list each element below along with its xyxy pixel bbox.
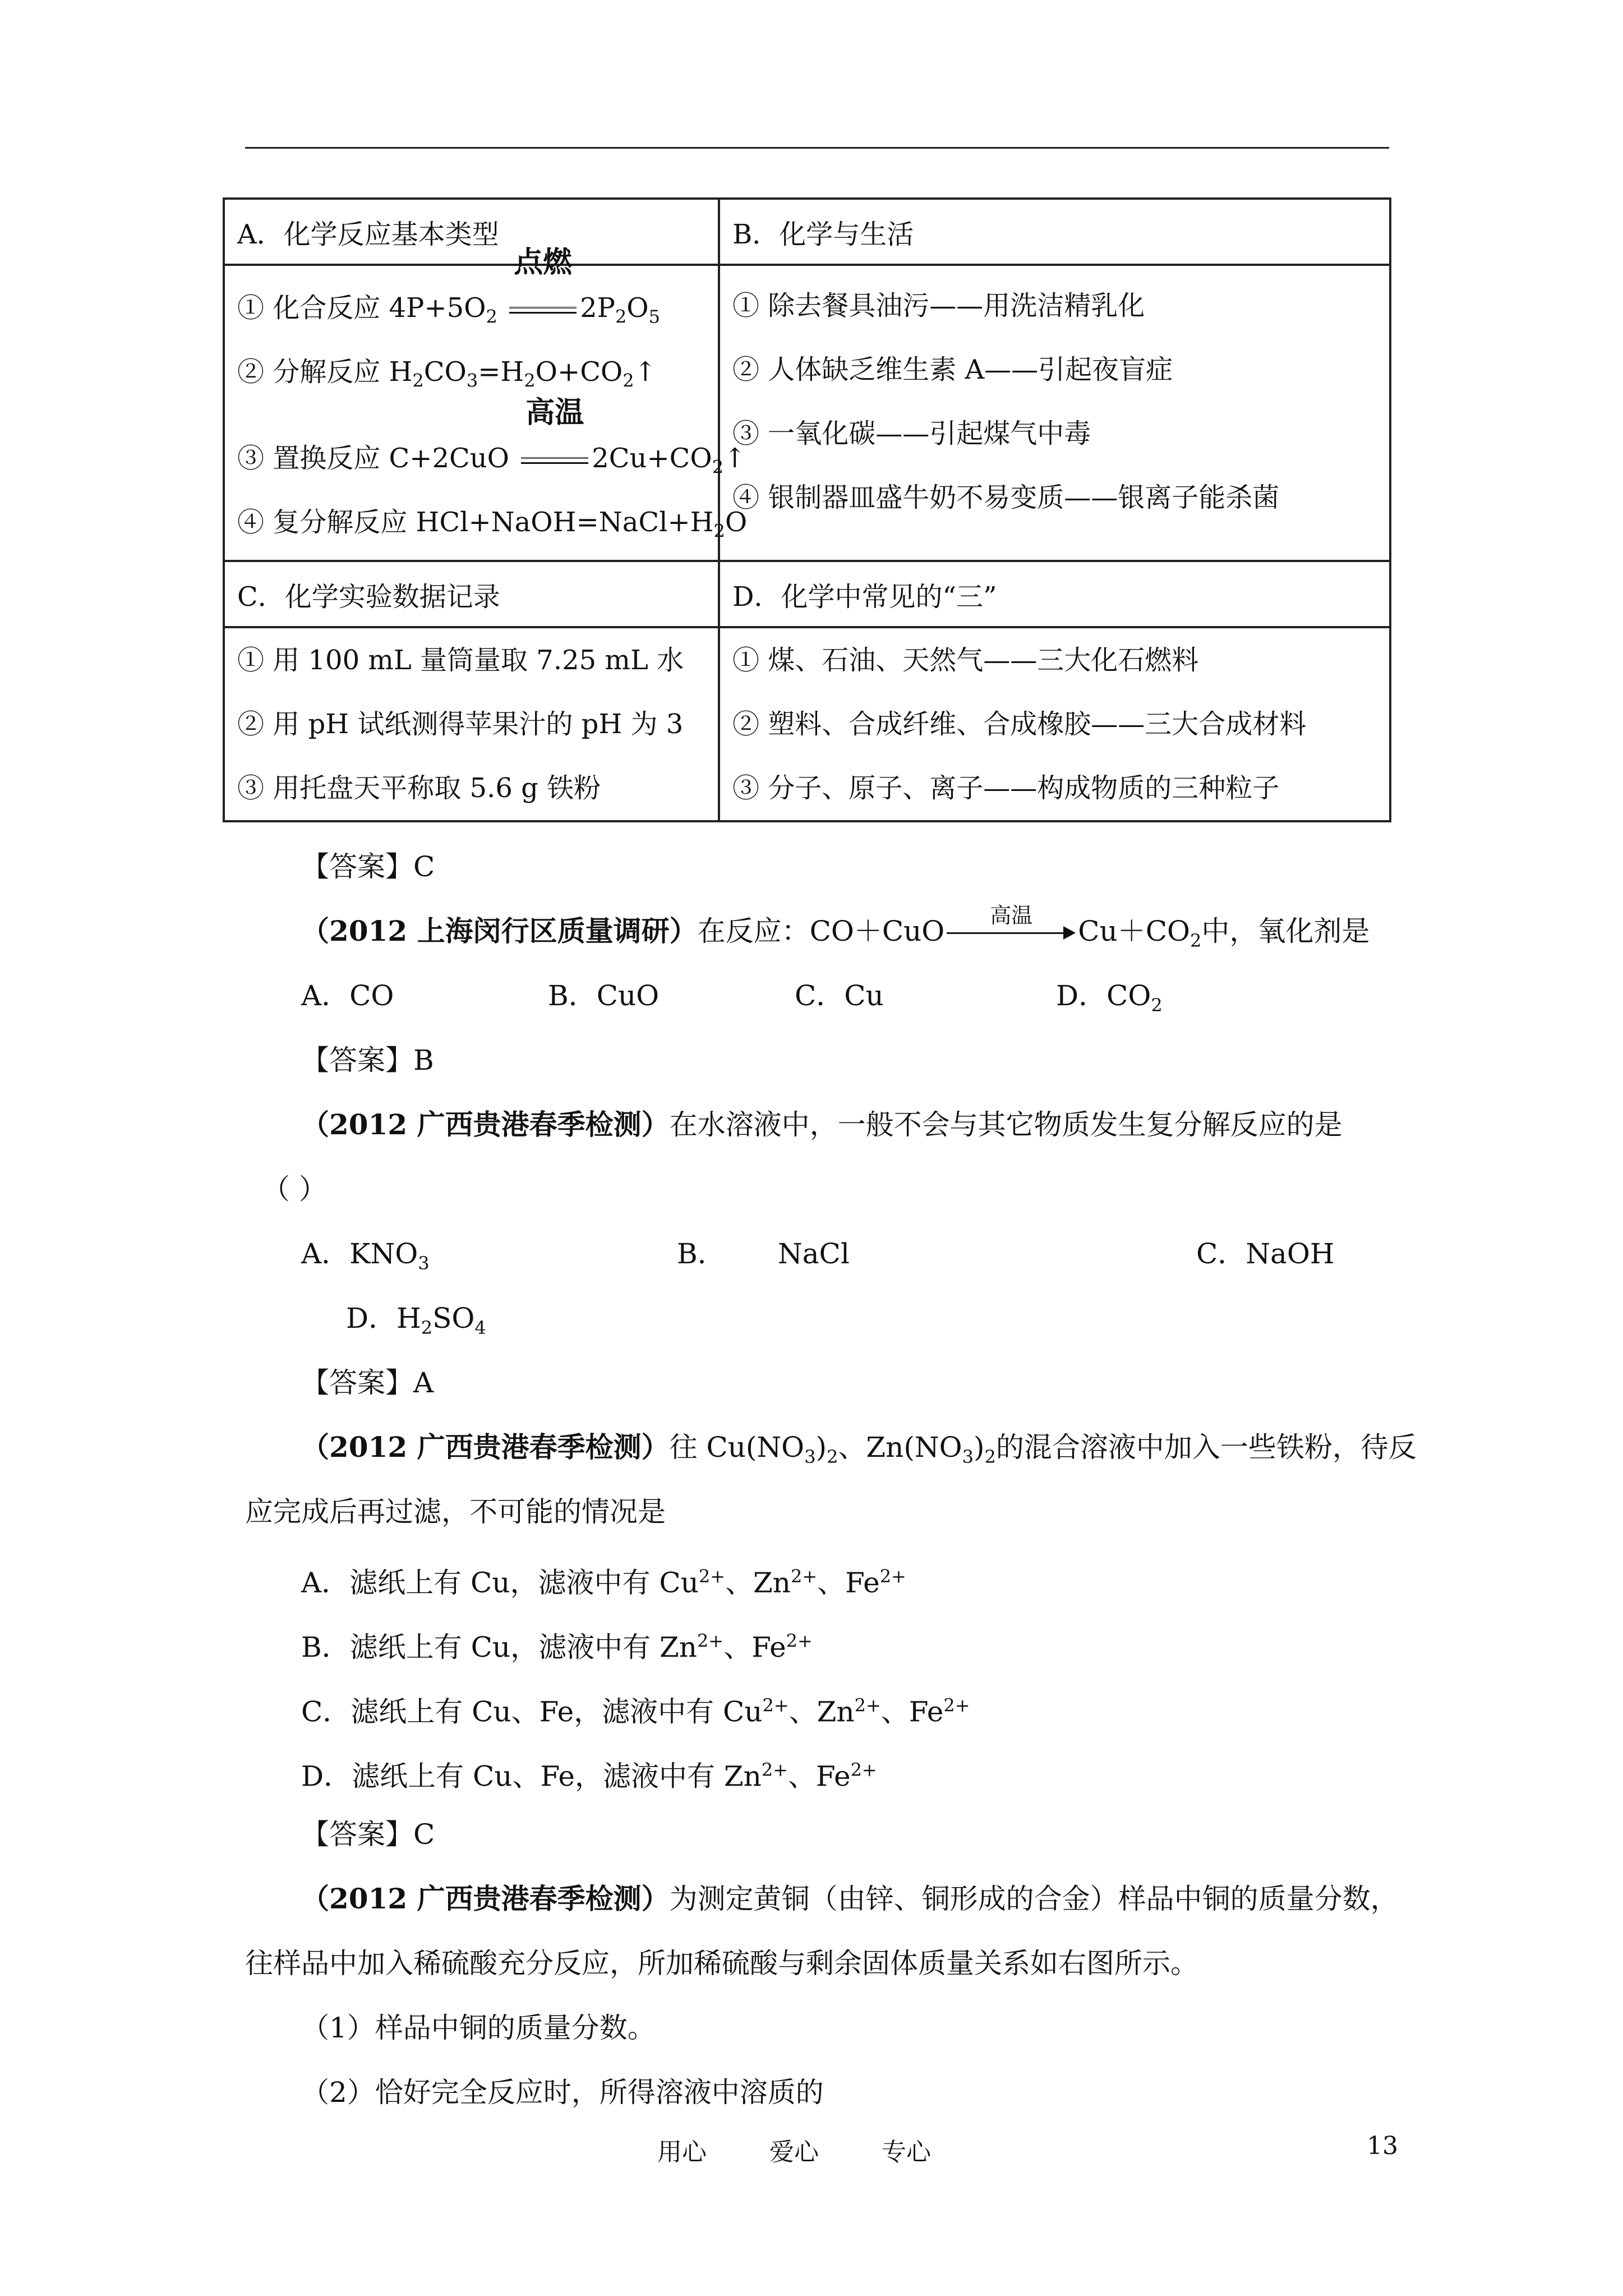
comparison-table — [223, 197, 1391, 822]
b-item: ③ 一氧化碳——引起煤气中毒 — [732, 418, 1091, 449]
answer-1: 【答案】C — [301, 850, 435, 883]
q4-text-d: ) — [973, 1431, 985, 1464]
q4c-i2: 2+ — [854, 1695, 881, 1716]
q5-line2: 往样品中加入稀硫酸充分反应，所加稀硫酸与剩余固体质量关系如右图所示。 — [245, 1947, 1198, 1980]
arrow-line — [947, 932, 1066, 934]
page-number: 13 — [1367, 2132, 1398, 2160]
q4-sub1: 3 — [804, 1446, 816, 1467]
q2-option-d-sub: 2 — [1151, 995, 1163, 1016]
r1-o: O — [626, 292, 649, 324]
q4d-i2: 2+ — [850, 1759, 877, 1780]
c-item: ① 用 100 mL 量筒量取 7.25 mL 水 — [237, 645, 684, 676]
condition-ignite — [509, 245, 577, 340]
cell-c-title — [224, 561, 719, 627]
q4c-m1: 、Zn — [789, 1695, 855, 1728]
answer-2: 【答案】B — [301, 1044, 434, 1076]
q3-option-a-sub: 3 — [418, 1253, 430, 1274]
q3-option-d — [346, 1301, 486, 1345]
question-5 — [301, 1882, 1399, 1916]
q3-option-d-sub2: 4 — [474, 1317, 486, 1338]
q4a-i1: 2+ — [698, 1566, 725, 1587]
reaction-displacement — [237, 395, 746, 490]
r2-sub1: 2 — [412, 370, 424, 392]
question-4 — [301, 1430, 1417, 1474]
gas-arrow: ↑ — [634, 356, 657, 388]
q4-text-e: 的混合溶液中加入一些铁粉，待反 — [995, 1431, 1417, 1464]
equals-sign — [521, 457, 588, 464]
r1-product: 2P — [580, 292, 615, 324]
d-item: ② 塑料、合成纤维、合成橡胶——三大合成材料 — [732, 708, 1307, 740]
reaction-arrow-icon — [947, 903, 1076, 945]
footer-slogan-1: 用心 — [657, 2138, 707, 2166]
q2-option-d-text: D．CO — [1056, 979, 1151, 1012]
q2-text-c: 中，氧化剂是 — [1201, 915, 1370, 947]
d-item: ③ 分子、原子、离子——构成物质的三种粒子 — [732, 772, 1280, 804]
q2-option-d — [1056, 979, 1163, 1022]
q4-line2: 应完成后再过滤，不可能的情况是 — [245, 1496, 666, 1528]
r1-sub3: 5 — [648, 306, 661, 328]
arrow-head — [1063, 926, 1076, 940]
q3-option-a — [301, 1237, 430, 1280]
cell-a-body — [224, 245, 748, 561]
q4a-m2: 、Fe — [817, 1566, 880, 1599]
r2-mid: CO — [423, 356, 467, 388]
q4a-i2: 2+ — [790, 1566, 818, 1587]
arrow-condition: 高温 — [990, 903, 1033, 928]
cell-a-title-text: A．化学反应基本类型 — [237, 218, 499, 250]
reaction-combination — [237, 245, 706, 340]
reaction-decomposition — [237, 340, 706, 404]
r2-prefix: ② 分解反应 H — [237, 356, 413, 388]
r4-sub: 2 — [713, 520, 725, 542]
r4-prefix: ④ 复分解反应 HCl+NaOH=NaCl+H — [237, 507, 714, 538]
r1-sub2: 2 — [615, 306, 627, 328]
q2-option-c: C．Cu — [795, 979, 884, 1012]
c-item: ② 用 pH 试纸测得苹果汁的 pH 为 3 — [237, 708, 684, 740]
cell-c-title-text: C．化学实验数据记录 — [237, 581, 500, 613]
q4d-i1: 2+ — [761, 1759, 788, 1780]
q3-option-d-text: D．H — [346, 1302, 421, 1335]
cell-c-body — [224, 627, 719, 821]
q3-blank: （ ） — [262, 1173, 327, 1205]
q3-option-b: NaCl — [778, 1237, 850, 1270]
r1-sub1: 2 — [486, 306, 497, 328]
q4-text-a: 往 Cu(NO — [669, 1431, 805, 1464]
q4b-m1: 、Fe — [723, 1631, 786, 1664]
q4c-m2: 、Fe — [880, 1695, 944, 1728]
q5-sub2: （2）恰好完全反应时，所得溶液中溶质的 — [301, 2076, 824, 2109]
r2-sub4: 2 — [623, 370, 634, 392]
q3-option-c: C．NaOH — [1196, 1237, 1335, 1270]
reaction-double-displacement — [237, 490, 748, 554]
r3-sub: 2 — [712, 456, 724, 478]
b-item: ① 除去餐具油污——用洗洁精乳化 — [732, 290, 1145, 321]
answer-4: 【答案】C — [301, 1818, 435, 1851]
q4a-m1: 、Zn — [725, 1566, 791, 1599]
answer-3: 【答案】A — [301, 1366, 434, 1399]
q3-source: （2012 广西贵港春季检测） — [301, 1108, 670, 1141]
condition-high-temp-text: 高温 — [525, 395, 584, 430]
b-item: ④ 银制器皿盛牛奶不易变质——银离子能杀菌 — [732, 482, 1280, 513]
question-3 — [301, 1108, 1343, 1142]
q2-text-a: 在反应：CO＋CuO — [697, 915, 945, 947]
q4-text-c: 、Zn(NO — [838, 1431, 962, 1464]
q4-source: （2012 广西贵港春季检测） — [301, 1430, 670, 1464]
q4-text-b: ) — [815, 1431, 827, 1464]
q4d-pre: D．滤纸上有 Cu、Fe，滤液中有 Zn — [301, 1760, 762, 1793]
footer-slogan-3: 专心 — [882, 2138, 931, 2166]
q2-option-b: B．CuO — [548, 979, 660, 1012]
q3-option-a-text: A．KNO — [301, 1237, 418, 1270]
r1-prefix: ① 化合反应 4P+5O — [237, 292, 486, 324]
condition-high-temp — [521, 395, 588, 490]
condition-ignite-text: 点燃 — [514, 245, 573, 279]
q4b-i2: 2+ — [786, 1630, 813, 1651]
q4c-i3: 2+ — [943, 1695, 970, 1716]
q4-sub2: 2 — [827, 1446, 838, 1467]
r3-product: 2Cu+CO — [592, 443, 712, 474]
q3-option-d-mid: SO — [432, 1302, 475, 1335]
c-item: ③ 用托盘天平称取 5.6 g 铁粉 — [237, 772, 601, 804]
q4c-pre: C．滤纸上有 Cu、Fe，滤液中有 Cu — [301, 1695, 763, 1728]
q4c-i1: 2+ — [762, 1695, 789, 1716]
cell-a-title — [224, 199, 719, 265]
cell-b-title-text: B．化学与生活 — [732, 218, 914, 250]
q4a-pre: A．滤纸上有 Cu，滤液中有 Cu — [301, 1566, 699, 1599]
gas-arrow: ↑ — [723, 443, 746, 474]
q4-sub4: 2 — [984, 1446, 996, 1467]
q4d-m1: 、Fe — [788, 1760, 851, 1793]
q4b-i1: 2+ — [697, 1630, 724, 1651]
q4-option-c — [301, 1688, 970, 1729]
q4-option-a — [301, 1559, 906, 1600]
cell-d-title-text: D．化学中常见的“三” — [732, 581, 997, 613]
q2-sub: 2 — [1190, 930, 1202, 951]
b-item: ② 人体缺乏维生素 A——引起夜盲症 — [732, 354, 1173, 385]
q4b-pre: B．滤纸上有 Cu，滤液中有 Zn — [301, 1631, 697, 1664]
d-item: ① 煤、石油、天然气——三大化石燃料 — [732, 645, 1199, 676]
cell-b-body — [719, 265, 1390, 561]
q4-option-d — [301, 1753, 877, 1793]
q3-text: 在水溶液中，一般不会与其它物质发生复分解反应的是 — [669, 1108, 1343, 1141]
footer-slogan-2: 爱心 — [769, 2138, 819, 2166]
equals-sign — [509, 307, 577, 314]
question-2 — [301, 903, 1370, 958]
q4-sub3: 3 — [962, 1446, 974, 1467]
r4-suffix: O — [725, 507, 748, 538]
q4-option-b — [301, 1624, 813, 1664]
r2-mid2: =H — [478, 356, 524, 388]
r2-sub3: 2 — [524, 370, 536, 392]
q4a-i3: 2+ — [879, 1566, 906, 1587]
r2-sub2: 3 — [466, 370, 478, 392]
q3-option-d-sub1: 2 — [421, 1317, 433, 1338]
r3-prefix: ③ 置换反应 C+2CuO — [237, 443, 509, 474]
q5-sub1: （1）样品中铜的质量分数。 — [301, 2012, 656, 2044]
cell-d-body — [719, 627, 1390, 821]
q2-text-b: Cu＋CO — [1078, 915, 1190, 947]
q3-option-b-label: B． — [677, 1237, 726, 1270]
cell-b-title — [719, 199, 1390, 265]
q2-source: （2012 上海闵行区质量调研） — [301, 914, 698, 947]
q5-line1: 为测定黄铜（由锌、铜形成的合金）样品中铜的质量分数， — [669, 1883, 1399, 1915]
q2-option-a: A．CO — [301, 979, 394, 1012]
r2-mid3: O+CO — [535, 356, 623, 388]
cell-d-title — [719, 561, 1390, 627]
q5-source: （2012 广西贵港春季检测） — [301, 1882, 670, 1915]
header-rule — [245, 147, 1389, 149]
